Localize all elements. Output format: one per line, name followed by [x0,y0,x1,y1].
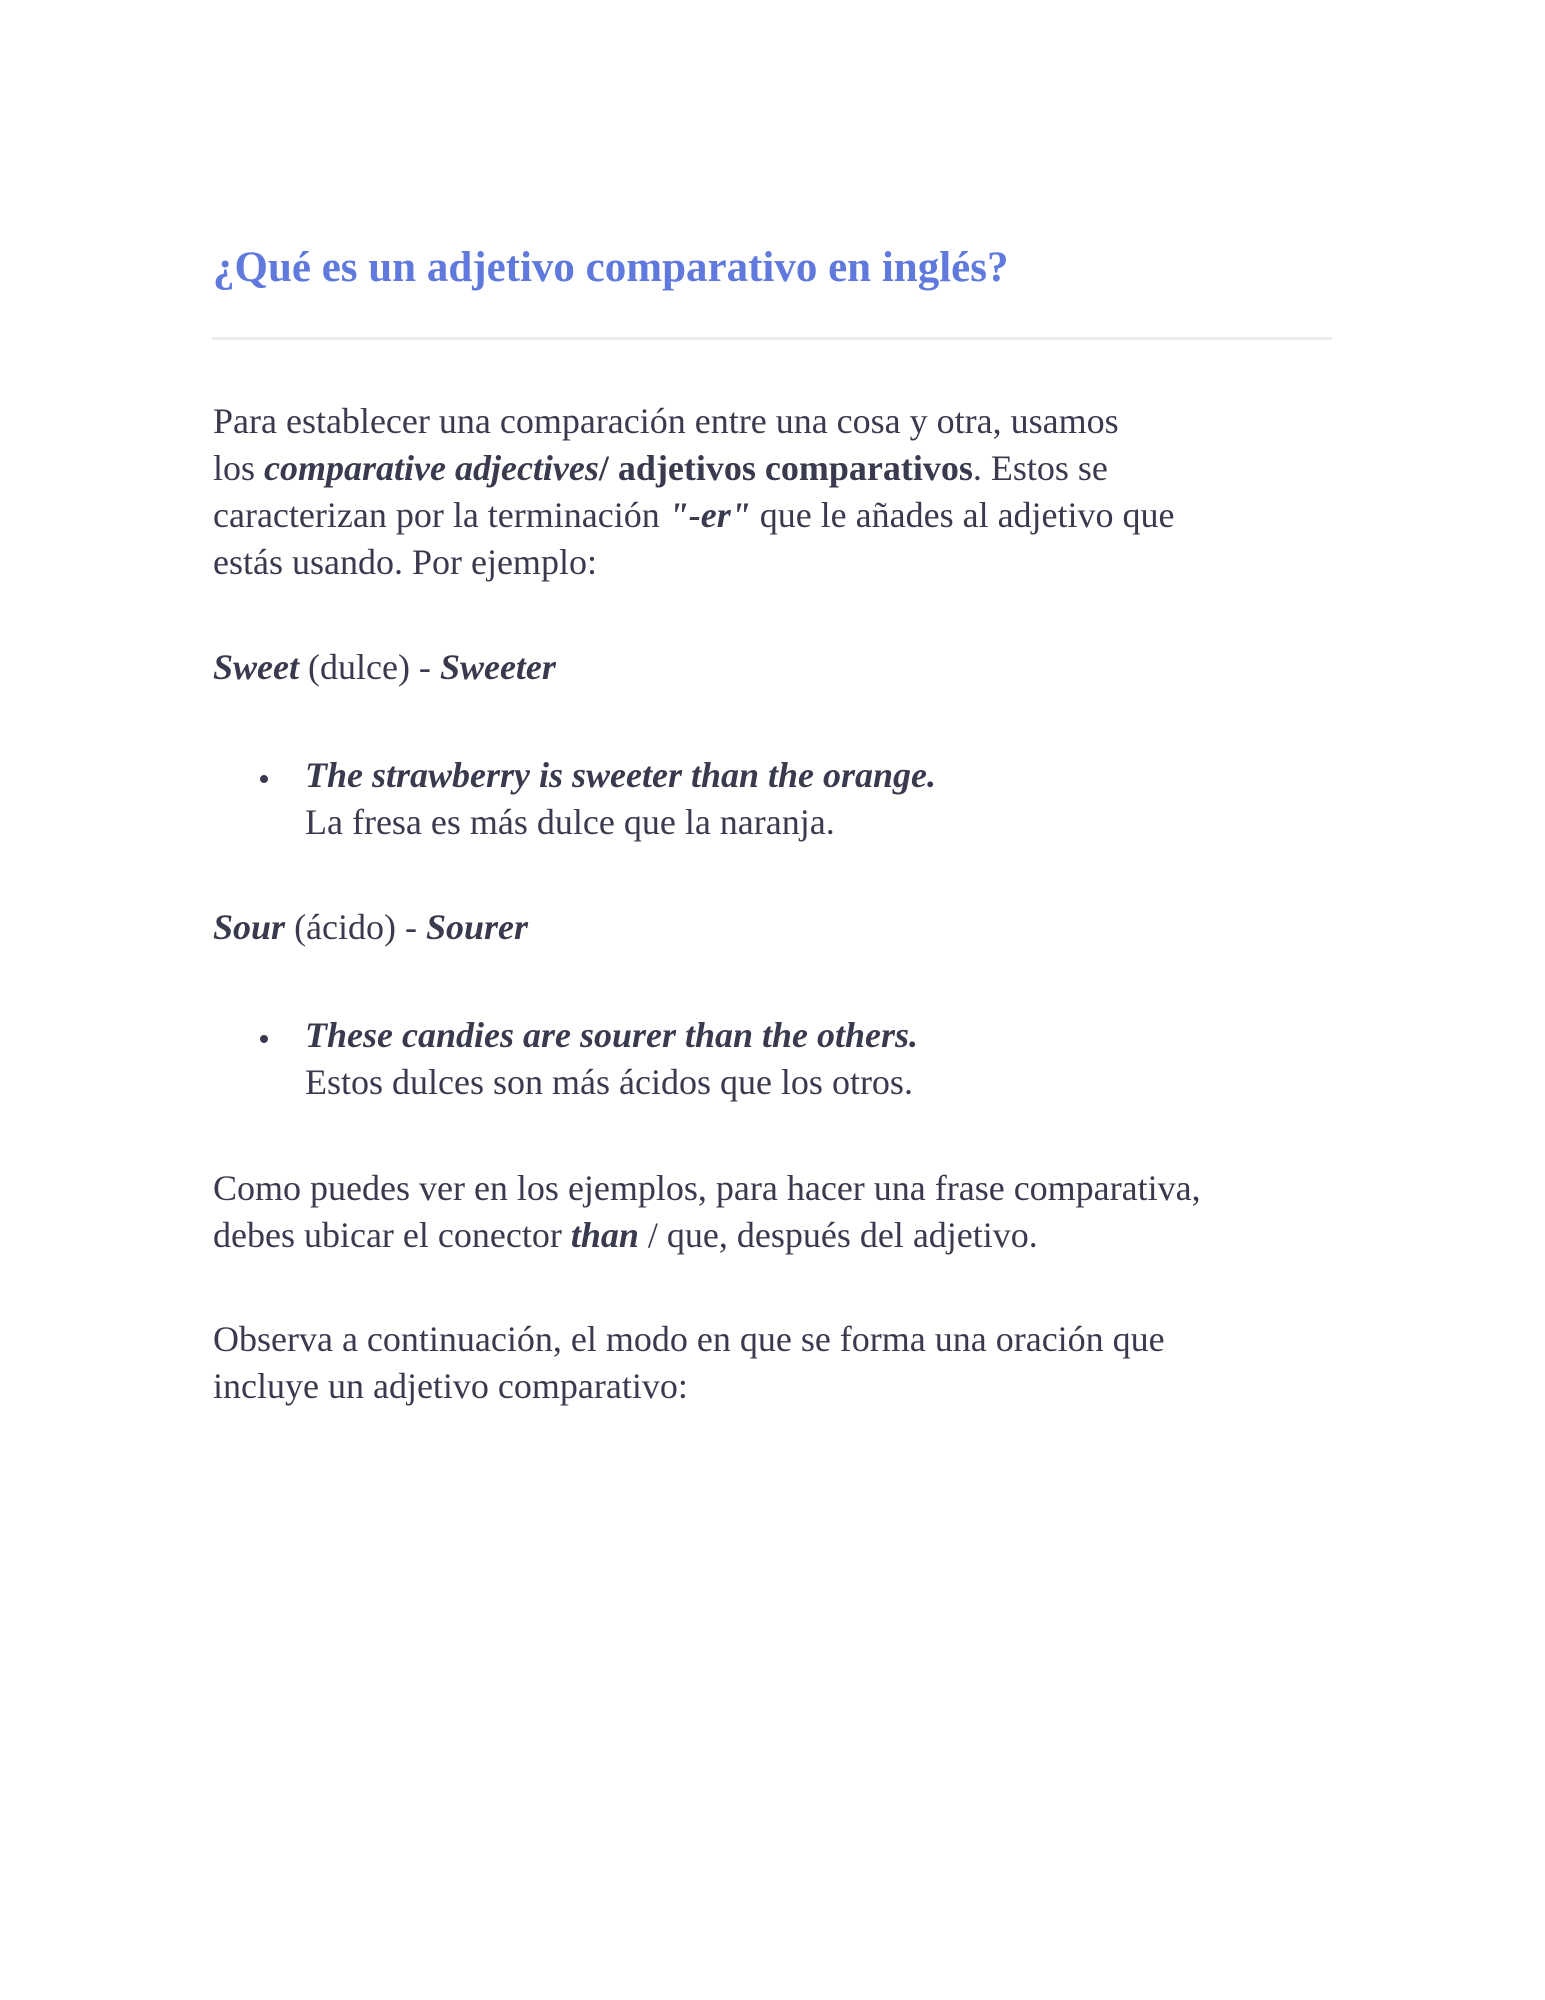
page-title: ¿Qué es un adjetivo comparativo en inglés? [213,244,1009,291]
example-sentence-english: The strawberry is sweeter than the orange. [305,755,937,795]
intro-line-2-prefix: los [213,448,265,488]
outro-line-2: incluye un adjetivo comparativo: [213,1366,688,1406]
term-english: comparative adjectives [264,448,599,488]
bullet-icon [260,1035,268,1043]
intro-line-3-suffix: que le añades al adjetivo que [750,495,1175,535]
intro-line-3 [213,492,1175,539]
connector-word: than [570,1215,639,1255]
conclusion-paragraph [213,1165,1201,1259]
title-divider [212,337,1332,340]
term-slash: / [598,448,618,488]
intro-line-2 [213,445,1175,492]
intro-line-4: estás usando. Por ejemplo: [213,542,597,582]
conclusion-line-1: Como puedes ver en los ejemplos, para hacer una frase comparativa, [213,1168,1201,1208]
example-meaning: (dulce) - [299,647,440,687]
bullet-icon [260,775,268,783]
intro-line-2-suffix: . Estos se [972,448,1108,488]
intro-paragraph [213,398,1175,586]
suffix-term: "-er" [668,495,751,535]
outro-paragraph [213,1316,1165,1410]
example-sentence-spanish: La fresa es más dulce que la naranja. [305,802,835,842]
example-list-sour [213,1012,918,1106]
example-heading-sour [213,904,528,951]
example-comparative-word: Sweeter [439,647,556,687]
conclusion-line-2 [213,1212,1201,1259]
list-item [213,1012,918,1106]
intro-line-1: Para establecer una comparación entre una cosa y otra, usamos [213,401,1119,441]
example-sentence-spanish: Estos dulces son más ácidos que los otros. [305,1062,913,1102]
conclusion-line-2-prefix: debes ubicar el conector [213,1215,571,1255]
example-comparative-word: Sourer [426,907,529,947]
example-heading-sweet [213,644,556,691]
example-sentence-english: These candies are sourer than the others. [305,1015,919,1055]
example-meaning: (ácido) - [285,907,426,947]
example-list-sweet [213,752,936,846]
term-spanish: adjetivos comparativos [617,448,973,488]
outro-line-1: Observa a continuación, el modo en que se forma una oración que [213,1319,1165,1359]
list-item [213,752,936,846]
intro-line-3-prefix: caracterizan por la terminación [213,495,669,535]
example-base-word: Sour [213,907,286,947]
example-base-word: Sweet [213,647,299,687]
conclusion-line-2-suffix: / que, después del adjetivo. [638,1215,1038,1255]
